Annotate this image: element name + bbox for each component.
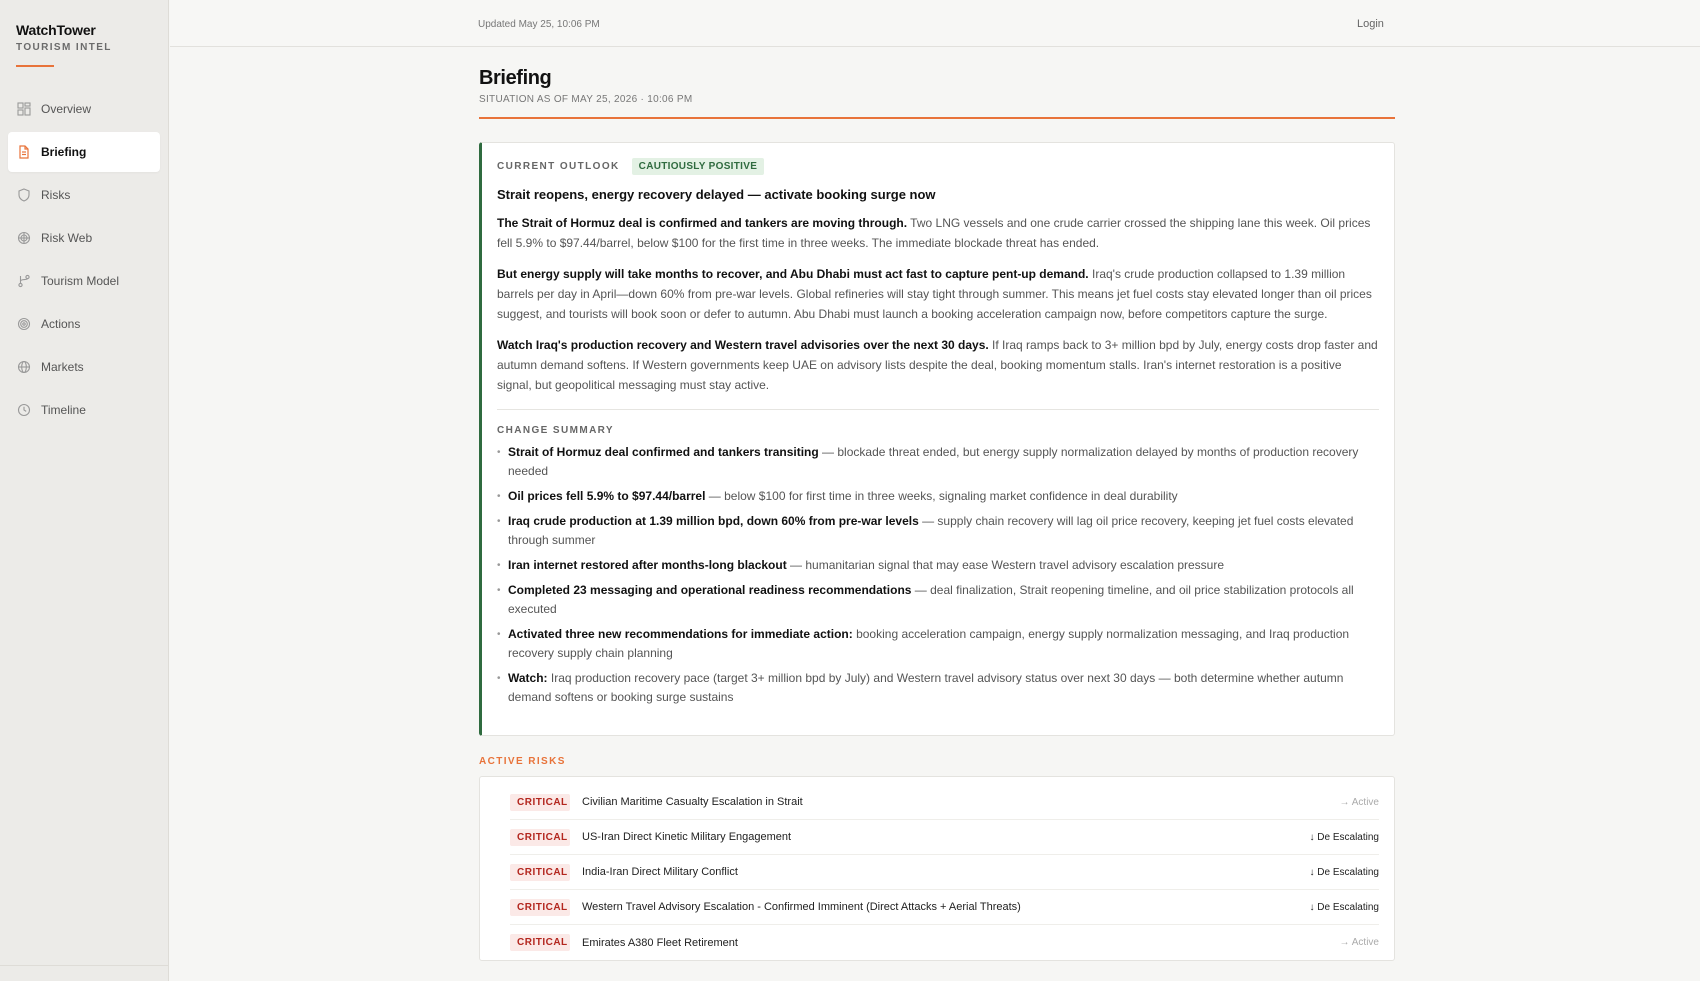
list-item xyxy=(497,625,1379,663)
list-item xyxy=(497,512,1379,550)
outlook-badge: CAUTIOUSLY POSITIVE xyxy=(632,158,765,175)
sidebar-item-label: Tourism Model xyxy=(41,274,120,288)
shield-icon xyxy=(17,188,31,202)
list-item xyxy=(497,581,1379,619)
item-lead: Iran internet restored after months-long blackout xyxy=(508,558,787,572)
risk-title: Emirates A380 Fleet Retirement xyxy=(582,936,738,949)
table-row[interactable] xyxy=(510,855,1379,890)
sidebar-item-risks[interactable] xyxy=(8,175,160,215)
risk-title: India-Iran Direct Military Conflict xyxy=(582,866,738,878)
item-lead: Strait of Hormuz deal confirmed and tankers transiting xyxy=(508,445,819,459)
list-item xyxy=(497,487,1379,506)
sidebar-footer xyxy=(0,965,169,981)
risk-title: Civilian Maritime Casualty Escalation in Strait xyxy=(582,796,803,808)
updated-timestamp: Updated May 25, 10:06 PM xyxy=(478,19,600,30)
target-icon xyxy=(17,317,31,331)
severity-badge: CRITICAL xyxy=(510,899,570,916)
brand-underline xyxy=(16,65,54,67)
item-lead: Completed 23 messaging and operational readiness recommendations xyxy=(508,583,912,597)
severity-badge: CRITICAL xyxy=(510,829,570,846)
outlook-headline: Strait reopens, energy recovery delayed — activate booking surge now xyxy=(497,187,936,202)
item-text: Iraq production recovery pace (target 3+ million bpd by July) and Western travel advisory status over next 30 days — both determine whether autumn demand softens or booking surge sustains xyxy=(508,671,1344,704)
outlook-paragraph xyxy=(497,335,1379,395)
paragraph-lead: The Strait of Hormuz deal is confirmed and tankers are moving through. xyxy=(497,216,908,230)
outlook-paragraph xyxy=(497,213,1379,253)
sidebar-nav xyxy=(0,89,168,430)
topbar xyxy=(170,0,1700,47)
risk-title: US-Iran Direct Kinetic Military Engagement xyxy=(582,831,792,843)
sidebar-item-timeline[interactable] xyxy=(8,390,160,430)
item-text: — below $100 for first time in three weeks, signaling market confidence in deal durability xyxy=(705,489,1178,503)
outlook-header xyxy=(497,158,1379,175)
brand-subtitle: TOURISM INTEL xyxy=(16,42,112,53)
globe-icon xyxy=(17,360,31,374)
risk-status: ↓ De Escalating xyxy=(1309,831,1379,843)
sidebar-item-actions[interactable] xyxy=(8,304,160,344)
main-content xyxy=(479,47,1395,961)
document-icon xyxy=(17,145,31,159)
change-summary-label: CHANGE SUMMARY xyxy=(497,425,615,436)
table-row[interactable] xyxy=(510,890,1379,925)
sidebar-item-label: Risks xyxy=(41,188,71,202)
item-lead: Oil prices fell 5.9% to $97.44/barrel xyxy=(508,489,706,503)
active-risks-label: ACTIVE RISKS xyxy=(479,756,566,767)
web-icon xyxy=(17,231,31,245)
item-text: — blockade threat ended, but energy supply normalization delayed by months of production recovery needed xyxy=(508,445,1359,478)
sidebar-item-tourism-model[interactable] xyxy=(8,261,160,301)
severity-badge: CRITICAL xyxy=(510,794,570,811)
active-risks-card xyxy=(479,776,1395,961)
sidebar-item-markets[interactable] xyxy=(8,347,160,387)
severity-badge: CRITICAL xyxy=(510,864,570,881)
sidebar-item-label: Timeline xyxy=(41,403,86,417)
page-title: Briefing xyxy=(479,67,552,89)
outlook-paragraph xyxy=(497,264,1379,324)
page-subtitle: SITUATION AS OF MAY 25, 2026 · 10:06 PM xyxy=(479,94,693,105)
list-item xyxy=(497,669,1379,707)
grid-icon xyxy=(17,102,31,116)
item-text: — humanitarian signal that may ease Western travel advisory escalation pressure xyxy=(786,558,1225,572)
sidebar-item-label: Actions xyxy=(41,317,81,331)
login-link[interactable]: Login xyxy=(1357,18,1384,30)
severity-badge: CRITICAL xyxy=(510,934,570,951)
paragraph-text: If Iraq ramps back to 3+ million bpd by July, energy costs drop faster and autumn demand softens. If Western governments keep UAE on advisory lists despite the deal, booking momentum stalls. Iran's internet restoration is a positive signal, but geopolitical messaging must stay active. xyxy=(497,338,1378,392)
item-lead: Watch: xyxy=(508,671,548,685)
brand xyxy=(0,0,168,67)
item-text: booking acceleration campaign, energy supply normalization messaging, and Iraq production recovery supply chain planning xyxy=(508,627,1350,660)
risk-title: Western Travel Advisory Escalation - Confirmed Imminent (Direct Attacks + Aerial Threats) xyxy=(582,901,1021,913)
table-row[interactable] xyxy=(510,925,1379,960)
paragraph-lead: Watch Iraq's production recovery and Western travel advisories over the next 30 days. xyxy=(497,338,989,352)
brand-name: WatchTower xyxy=(16,22,96,38)
risk-status: ↓ De Escalating xyxy=(1309,901,1379,913)
paragraph-lead: But energy supply will take months to recover, and Abu Dhabi must act fast to capture pent-up demand. xyxy=(497,267,1089,281)
item-text: — supply chain recovery will lag oil price recovery, keeping jet fuel costs elevated through summer xyxy=(508,514,1354,547)
paragraph-text: Two LNG vessels and one crude carrier crossed the shipping lane this week. Oil prices fell 5.9% to $97.44/barrel, below $100 for the first time in three weeks. The immediate blockade threat has ended. xyxy=(497,216,1371,250)
risk-status: → Active xyxy=(1339,937,1379,948)
sidebar-item-label: Risk Web xyxy=(41,231,93,245)
sidebar-item-briefing[interactable] xyxy=(8,132,160,172)
list-item xyxy=(497,443,1379,481)
change-summary-list xyxy=(497,443,1379,707)
item-text: — deal finalization, Strait reopening timeline, and oil price stabilization protocols all executed xyxy=(508,583,1354,616)
sidebar-item-label: Markets xyxy=(41,360,84,374)
title-divider xyxy=(479,117,1395,119)
sidebar-item-label: Overview xyxy=(41,102,92,116)
card-divider xyxy=(497,409,1379,410)
risk-status: → Active xyxy=(1339,796,1379,808)
list-item xyxy=(497,556,1379,575)
sidebar-item-label: Briefing xyxy=(41,145,87,159)
clock-icon xyxy=(17,403,31,417)
sidebar xyxy=(0,0,169,981)
table-row[interactable] xyxy=(510,820,1379,855)
paragraph-text: Iraq's crude production collapsed to 1.39 million barrels per day in April—down 60% from pre-war levels. Global refineries will stay tight through summer. This means jet fuel costs stay elevated longer than oil prices suggest, and tourists will book soon or defer to autumn. Abu Dhabi must launch a booking acceleration campaign now, before competitors capture the surge. xyxy=(497,267,1372,321)
item-lead: Iraq crude production at 1.39 million bpd, down 60% from pre-war levels xyxy=(508,514,919,528)
branch-icon xyxy=(17,274,31,288)
risk-status: ↓ De Escalating xyxy=(1309,866,1379,878)
sidebar-item-risk-web[interactable] xyxy=(8,218,160,258)
table-row[interactable] xyxy=(510,785,1379,820)
sidebar-item-overview[interactable] xyxy=(8,89,160,129)
outlook-label: CURRENT OUTLOOK xyxy=(497,161,620,172)
outlook-card xyxy=(479,142,1395,736)
item-lead: Activated three new recommendations for immediate action: xyxy=(508,627,853,641)
